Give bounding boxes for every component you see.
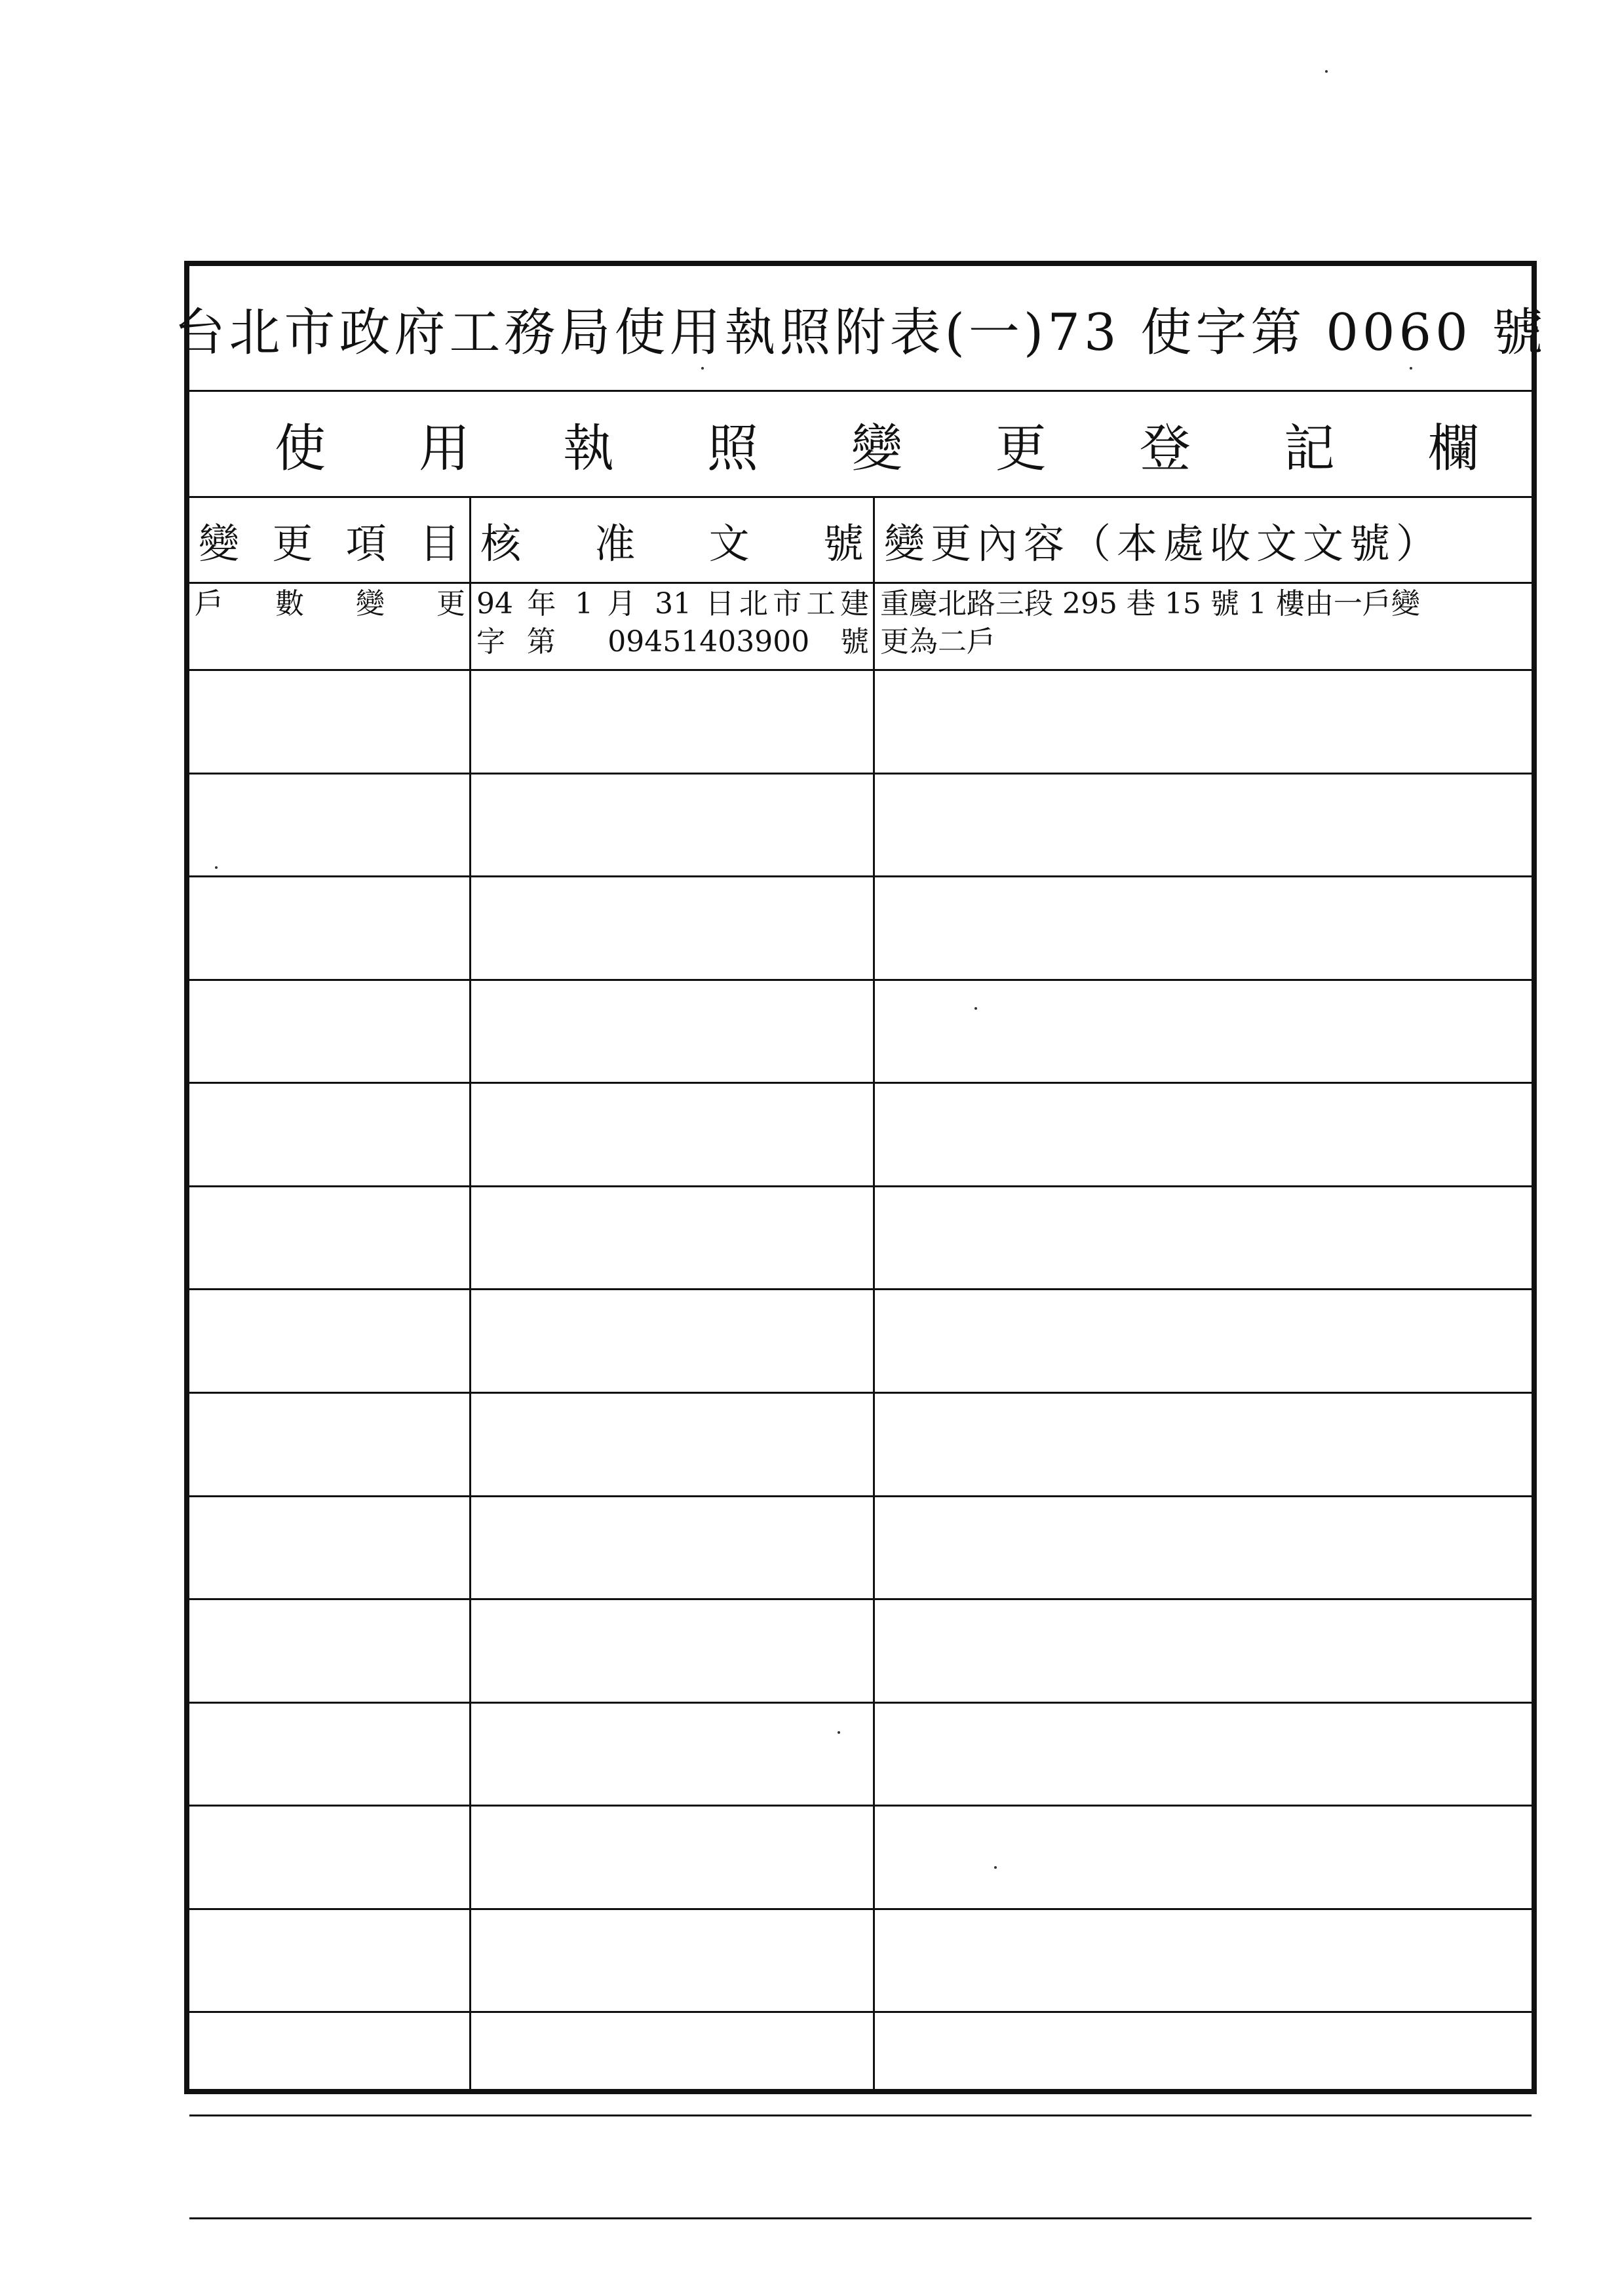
item-char: 數 (275, 587, 304, 621)
row-divider (189, 669, 1532, 671)
subtitle-char: 照 (706, 419, 758, 478)
header-char: 目 (419, 519, 460, 567)
row-divider (189, 2217, 1532, 2219)
row-divider (189, 1185, 1532, 1187)
header-approval-number (471, 498, 873, 582)
column-divider (469, 498, 471, 2089)
row-divider (189, 1082, 1532, 1084)
header-text: 變更內容（本處收文文號） (884, 519, 1443, 567)
header-char: 准 (594, 519, 636, 567)
subtitle-char: 欄 (1427, 419, 1479, 478)
approval-line: 94 年 1 月 31 日北市工建 (476, 587, 869, 621)
subtitle-char: 使 (275, 419, 326, 478)
approval-text (476, 585, 869, 661)
approval-line: 字第 09451403900 號 (476, 625, 869, 659)
header-char: 核 (480, 519, 522, 567)
scan-speck (1325, 70, 1328, 73)
subtitle-char: 記 (1283, 419, 1335, 478)
row-divider (189, 1702, 1532, 1704)
table-row-approval (471, 584, 873, 669)
scan-speck (1410, 367, 1412, 370)
content-line: 更為二戶 (880, 625, 995, 659)
row-divider (189, 773, 1532, 775)
subtitle-row (189, 392, 1532, 498)
scan-speck (994, 1866, 997, 1869)
row-divider (189, 1908, 1532, 1910)
row-divider (189, 2114, 1532, 2116)
item-text (195, 585, 465, 623)
subtitle-char: 變 (851, 419, 902, 478)
item-char: 變 (356, 587, 385, 621)
header-char: 更 (272, 519, 313, 567)
scan-speck (838, 1731, 840, 1734)
row-divider (189, 1392, 1532, 1394)
header-change-content (875, 498, 1532, 582)
header-char: 項 (345, 519, 387, 567)
row-divider (189, 1598, 1532, 1600)
item-char: 戶 (195, 587, 223, 621)
subtitle-char: 執 (562, 419, 614, 478)
row-divider (189, 875, 1532, 877)
document-title: 台北市政府工務局使用執照附表(一)73 使字第 0060 號 (174, 303, 1547, 362)
content-line: 重慶北路三段 295 巷 15 號 1 樓由一戶變 (880, 587, 1420, 621)
row-divider (189, 2011, 1532, 2013)
record-table (189, 498, 1532, 2089)
row-divider (189, 1495, 1532, 1497)
title-row (174, 266, 1547, 392)
subtitle-char: 更 (995, 419, 1047, 478)
registration-form (174, 261, 1547, 2094)
header-change-item (189, 498, 469, 582)
item-char: 更 (436, 587, 465, 621)
row-divider (189, 1805, 1532, 1807)
header-char: 變 (199, 519, 240, 567)
content-text (880, 585, 1420, 661)
table-row-content (875, 584, 1532, 669)
header-char: 文 (708, 519, 750, 567)
scan-speck (974, 1007, 977, 1010)
column-divider (873, 498, 875, 2089)
subtitle-char: 登 (1139, 419, 1191, 478)
row-divider (189, 582, 1532, 584)
table-row-item (189, 584, 469, 669)
row-divider (189, 979, 1532, 981)
scan-speck (215, 866, 218, 869)
header-char: 號 (822, 519, 864, 567)
subtitle-char: 用 (418, 419, 470, 478)
row-divider (189, 1288, 1532, 1290)
scan-speck (701, 367, 704, 370)
